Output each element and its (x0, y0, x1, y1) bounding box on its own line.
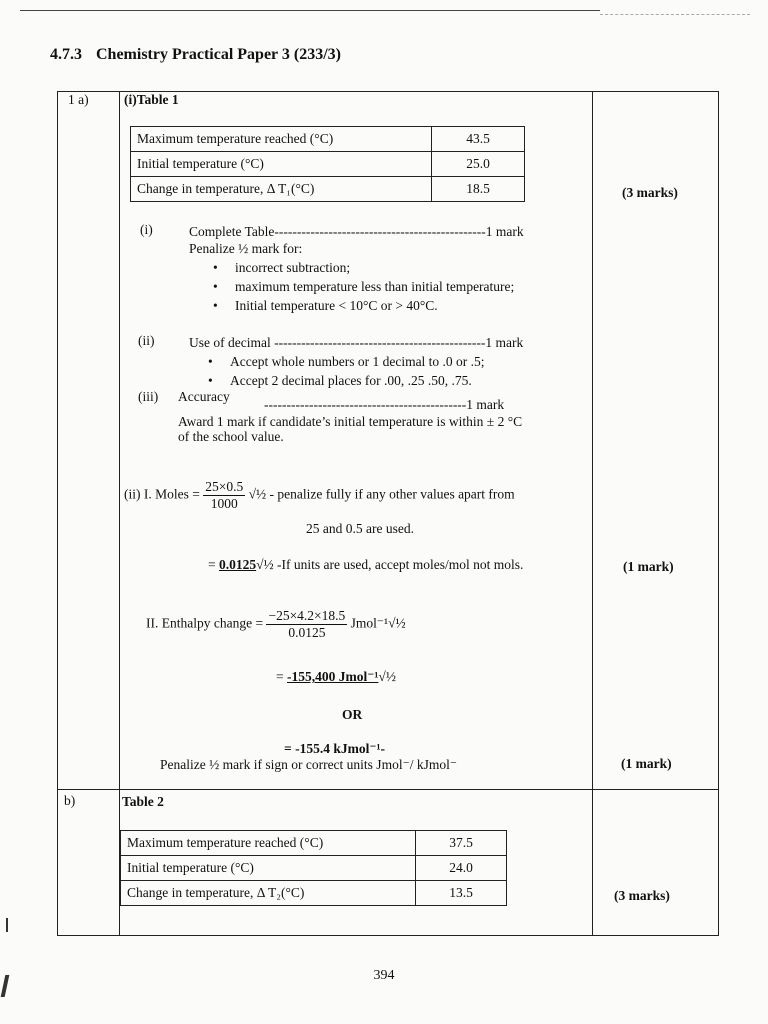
table-cell-label: Maximum temperature reached (°C) (121, 831, 416, 856)
or-label: OR (342, 707, 363, 722)
criterion-i-penalize: Penalize ½ mark for: (189, 241, 303, 256)
enthalpy-numerator: −25×4.2×18.5 (268, 608, 346, 623)
table-cell-value: 25.0 (432, 152, 525, 177)
enthalpy-result-value: -155,400 Jmol⁻¹ (287, 669, 379, 684)
moles-result-note: √½ -If units are used, accept moles/mol not mols. (256, 557, 524, 572)
marking-scheme-frame (57, 91, 719, 936)
section-title: Chemistry Practical Paper 3 (233/3) (96, 46, 341, 63)
enthalpy-unit: Jmol⁻¹√½ (350, 615, 406, 631)
bullet-item: • Accept 2 decimal places for .00, .25 .50, .75. (208, 373, 472, 388)
bullet-item: • Initial temperature < 10°C or > 40°C. (213, 298, 438, 313)
enthalpy-penalize: Penalize ½ mark if sign or correct units Jmol⁻/ kJmol⁻ (160, 757, 457, 772)
table-cell-value: 18.5 (432, 177, 525, 202)
table-1 (130, 126, 525, 202)
table-row (131, 152, 525, 177)
table-cell-value: 43.5 (432, 127, 525, 152)
top-rule (20, 10, 600, 11)
table-row (131, 127, 525, 152)
table2-title: Table 2 (122, 794, 164, 809)
criterion-i-num: (i) (140, 222, 153, 237)
table-cell-label: Initial temperature (°C) (121, 856, 416, 881)
bullet-item: • incorrect subtraction; (213, 260, 351, 275)
table-cell-label: Change in temperature, Δ T₂(°C) (121, 881, 416, 906)
criterion-iii-text: Accuracy (178, 389, 230, 404)
question-label-1a: 1 a) (68, 92, 89, 107)
page-heading (50, 46, 341, 64)
page-number: 394 (373, 968, 395, 983)
table-2 (120, 830, 507, 906)
moles-denominator: 1000 (210, 496, 238, 511)
table-cell-value: 13.5 (416, 881, 507, 906)
marks-moles: (1 mark) (623, 559, 674, 574)
col-divider-1 (119, 92, 120, 935)
section-number: 4.7.3 (50, 46, 82, 63)
top-rule-faint (600, 14, 750, 15)
enthalpy-prefix: II. Enthalpy change = (146, 615, 264, 631)
enthalpy-result-tick: √½ (378, 669, 396, 684)
marks-table2: (3 marks) (614, 888, 670, 903)
enthalpy-result: = -155,400 Jmol⁻¹√½ (276, 669, 396, 684)
criterion-iii-line1: Award 1 mark if candidate’s initial temperature is within ± 2 °C (178, 414, 523, 429)
enthalpy-equation (146, 608, 406, 641)
table-cell-label: Change in temperature, Δ T₁(°C) (131, 177, 432, 202)
table-row (131, 177, 525, 202)
criterion-ii-num: (ii) (138, 333, 155, 348)
col-divider-2 (592, 92, 593, 935)
enthalpy-fraction (266, 608, 347, 641)
criterion-iii-num: (iii) (138, 389, 159, 404)
moles-result-value: 0.0125 (219, 557, 257, 572)
question-label-1b: b) (64, 793, 76, 808)
moles-line2: 25 and 0.5 are used. (306, 521, 414, 536)
moles-equation (124, 479, 515, 512)
table-cell-label: Maximum temperature reached (°C) (131, 127, 432, 152)
table-row (121, 856, 507, 881)
marks-table1: (3 marks) (622, 185, 678, 200)
table1-title: (i)Table 1 (124, 92, 179, 107)
criterion-iii-line2: of the school value. (178, 429, 284, 444)
moles-numerator: 25×0.5 (205, 479, 244, 494)
table-cell-label: Initial temperature (°C) (131, 152, 432, 177)
table-row (121, 831, 507, 856)
moles-result: = 0.0125√½ -If units are used, accept moles/mol not mols. (208, 557, 524, 572)
bullet-item: • maximum temperature less than initial temperature; (213, 279, 515, 294)
table-cell-value: 24.0 (416, 856, 507, 881)
criterion-i-text: Complete Table-----------------------------------------------1 mark (189, 224, 524, 239)
scan-speck (6, 918, 8, 932)
table-row (121, 881, 507, 906)
moles-prefix: (ii) I. Moles = (124, 486, 200, 502)
row-divider (58, 789, 718, 790)
moles-fraction (203, 479, 245, 512)
bullet-item: • Accept whole numbers or 1 decimal to .0 or .5; (208, 354, 485, 369)
table-cell-value: 37.5 (416, 831, 507, 856)
moles-suffix: √½ - penalize fully if any other values apart from (248, 486, 515, 502)
criterion-iii-mark: ---------------------------------------------1 mark (264, 397, 505, 412)
marks-enthalpy: (1 mark) (621, 756, 672, 771)
enthalpy-denominator: 0.0125 (288, 625, 326, 640)
enthalpy-alt: = -155.4 kJmol⁻¹- (284, 741, 385, 756)
criterion-ii-text: Use of decimal -----------------------------------------------1 mark (189, 335, 524, 350)
